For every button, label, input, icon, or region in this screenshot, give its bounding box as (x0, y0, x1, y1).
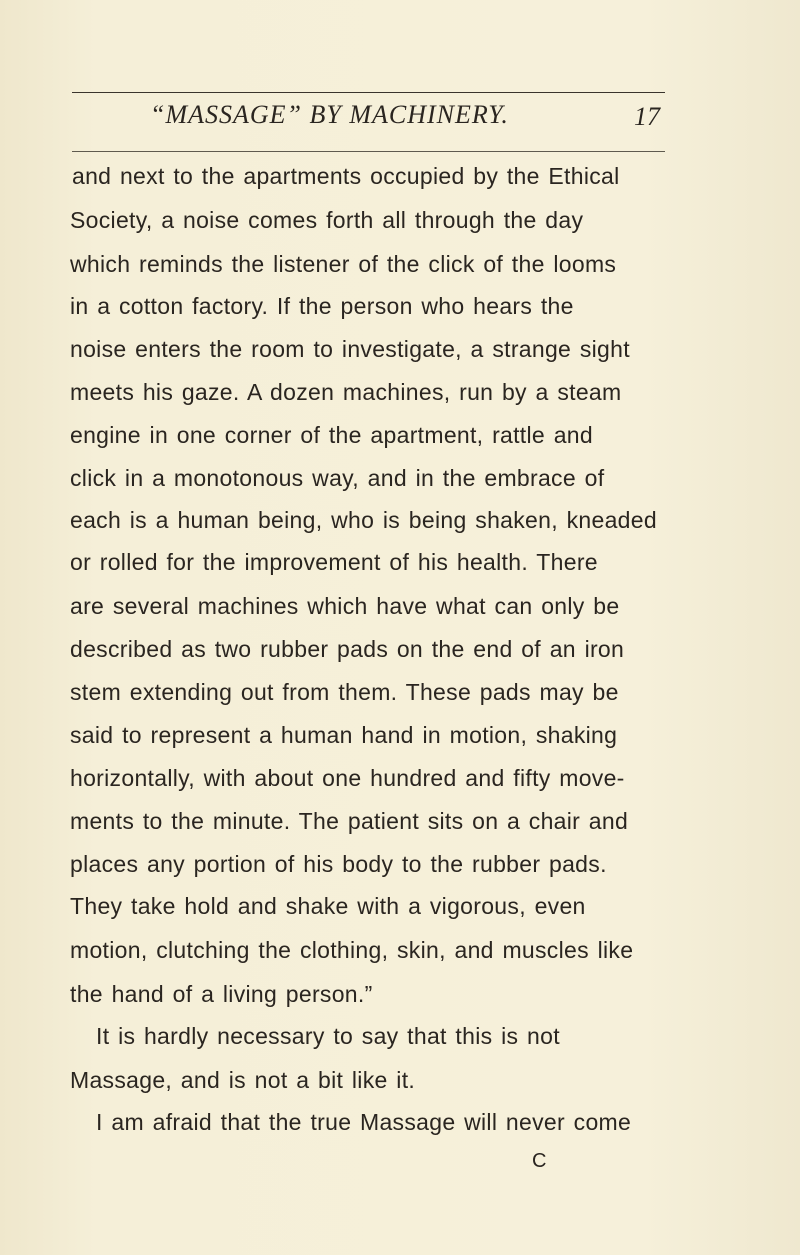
text-line: Society, a noise comes forth all through the day (70, 207, 584, 233)
text-line: the hand of a living person.” (70, 981, 373, 1007)
text-line: noise enters the room to investigate, a strange sight (70, 336, 630, 362)
text-line: motion, clutching the clothing, skin, and muscles like (70, 937, 634, 963)
text-line: I am afraid that the true Massage will never come (96, 1109, 632, 1135)
header-top-rule (72, 92, 665, 93)
text-line: They take hold and shake with a vigorous, even (70, 893, 586, 919)
text-line: It is hardly necessary to say that this is not (96, 1023, 560, 1049)
text-line: are several machines which have what can only be (70, 593, 620, 619)
text-line: stem extending out from them. These pads may be (70, 679, 619, 705)
text-line: horizontally, with about one hundred and fifty move- (70, 765, 625, 791)
running-head (150, 100, 690, 130)
text-line: engine in one corner of the apartment, rattle and (70, 422, 593, 448)
header-bottom-rule (72, 151, 665, 152)
running-title: “MASSAGE” BY MACHINERY. (150, 100, 509, 129)
text-line: which reminds the listener of the click of the looms (70, 251, 617, 277)
text-line: click in a monotonous way, and in the embrace of (70, 465, 605, 491)
text-line: in a cotton factory. If the person who hears the (70, 293, 574, 319)
signature-mark: C (532, 1150, 547, 1172)
text-line: and next to the apartments occupied by the Ethical (72, 163, 620, 189)
text-line: places any portion of his body to the rubber pads. (70, 851, 607, 877)
text-line: or rolled for the improvement of his health. There (70, 549, 598, 575)
text-line: Massage, and is not a bit like it. (70, 1067, 416, 1093)
text-line: meets his gaze. A dozen machines, run by a steam (70, 379, 622, 405)
text-line: described as two rubber pads on the end of an iron (70, 636, 625, 662)
text-line: ments to the minute. The patient sits on a chair and (70, 808, 629, 834)
text-line: each is a human being, who is being shaken, kneaded (70, 507, 657, 533)
text-line: said to represent a human hand in motion, shaking (70, 722, 618, 748)
page-number: 17 (634, 102, 660, 131)
